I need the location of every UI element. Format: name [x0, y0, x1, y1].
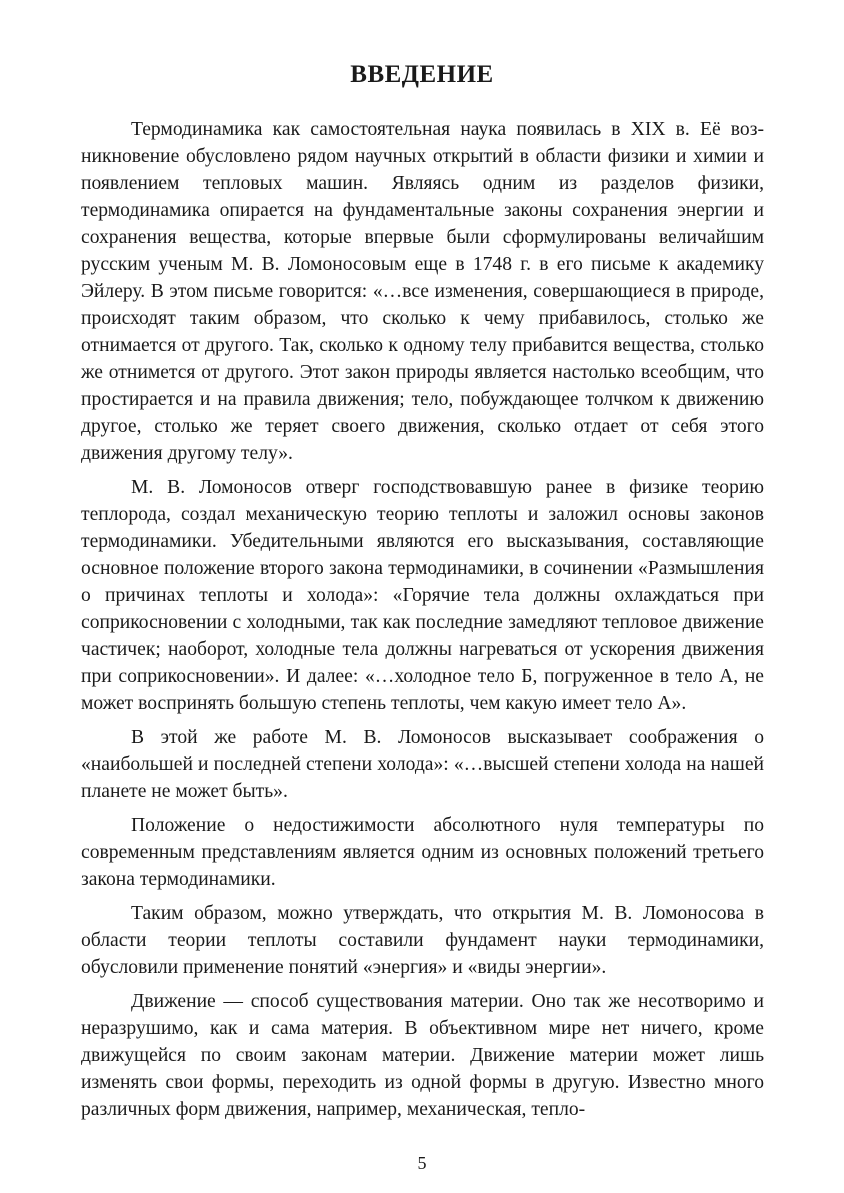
page-title: ВВЕДЕНИЕ	[350, 61, 494, 88]
paragraph-absolute-zero: Положение о недостижимости абсолютного нуля температуры по современным представлениям является одним из основных положений третьего закона термодинамики.	[81, 815, 764, 890]
paragraph-lomonosov-theory: М. В. Ломоносов отверг господствовавшую ранее в физике теорию теплорода, создал механическую теорию теплоты и заложил основы законов термодинамики. Убедительными являются его высказывания, составляющие основное положение второго закона термодинамики, в сочинении «Размышления о причинах теплоты и холода»: «Горячие тела должны охлаждаться при соприкосновении с холодными, так как последние замедляют тепловое движение частичек; наоборот, холодные тела должны нагреваться от ускорения движения при соприкосновении». И далее: «…холодное тело Б, погруженное в тело А, не может воспринять большую степень теплоты, чем какую имеет тело А».	[81, 477, 764, 714]
paragraph-motion: Движение — способ существования материи. Оно так же несотворимо и неразрушимо, как и сама материя. В объективном мире нет ничего, кроме движущейся по своим законам материи. Движение материи может лишь изменять свои формы, переходить из одной формы в другую. Известно много различных форм движения, например, механическая, тепло-	[81, 991, 764, 1120]
page-number: 5	[417, 1153, 427, 1173]
paragraph-intro: Термодинамика как самостоятельная наука появилась в XIX в. Её возникновение обусловлено рядом научных открытий в области физики и химии и появлением тепловых машин. Являясь одним из разделов физики, термодинамика опирается на фундаментальные законы сохранения энергии и сохранения вещества, которые впервые были сформулированы величайшим русским ученым М. В. Ломоносовым еще в 1748 г. в его письме к академику Эйлеру. В этом письме говорится: «…все изменения, совершающиеся в природе, происходят таким образом, что сколько к чему прибавилось, столько же отнимается от другого. Так, сколько к одному телу прибавится вещества, столько же отнимется от другого. Этот закон природы является настолько всеобщим, что простирается и на правила движения; тело, побуждающее толчком к движению другое, столько же теряет своего движения, сколько отдает от себя этого движения другому телу».	[81, 119, 764, 464]
body-text	[81, 116, 764, 1130]
paragraph-conclusion: Таким образом, можно утверждать, что открытия М. В. Ломоносова в области теории теплоты составили фундамент науки термодинамики, обусловили применение понятий «энергия» и «виды энергии».	[81, 903, 764, 978]
paragraph-cold-limit: В этой же работе М. В. Ломоносов высказывает соображения о «наибольшей и последней степени холода»: «…высшей степени холода на нашей планете не может быть».	[81, 727, 764, 802]
